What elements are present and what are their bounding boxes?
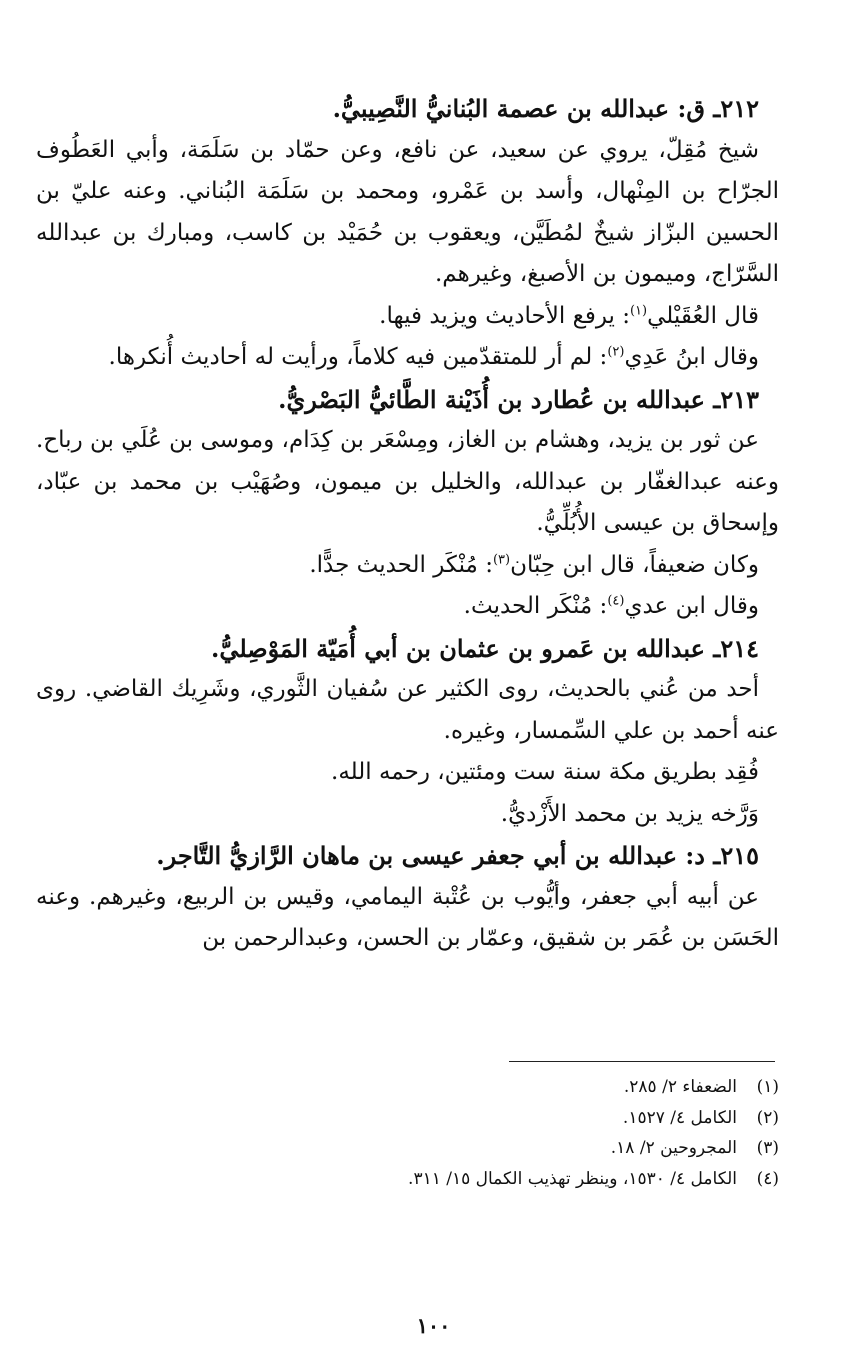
entry-paragraph: شيخ مُقِلّ، يروي عن سعيد، عن نافع، وعن حمّاد بن سَلَمَة، وأبي العَطُوف الجرّاح بن المِنْهال، وأسد بن عَمْرو، ومحمد بن سَلَمَة البُناني. وعنه عليّ بن الحسين البزّاز شيخٌ لمُطَيَّن، ويعقوب بن حُمَيْد بن كاسب، ومبارك بن عبدالله السَّرّاج، وميمون بن الأصبغ، وغيرهم. <box>36 136 780 287</box>
footnote-text: الكامل ٤/ ١٥٣٠، وينظر تهذيب الكمال ١٥/ ٣١١. <box>408 1168 737 1189</box>
footnote-ref[interactable]: (٣) <box>492 551 511 567</box>
footnotes <box>300 1072 779 1194</box>
page-number: ١٠٠ <box>416 1313 451 1338</box>
footnote-text: الضعفاء ٢/ ٢٨٥. <box>623 1077 737 1097</box>
entry-paragraph: فُقِد بطريق مكة سنة ست ومئتين، رحمه الله. <box>331 759 759 785</box>
entry-heading: ٢١٤ـ عبدالله بن عَمرو بن عثمان بن أبي أُمَيّة المَوْصِليُّ. <box>210 633 759 663</box>
footnote-number: (٤) <box>756 1168 779 1189</box>
footnote <box>300 1072 779 1103</box>
entry-paragraph: وقال ابنُ عَدِي$^{(٢)}$: لم أر للمتقدّمين فيه كلاماً، ورأيت له أحاديث أُنكرها. <box>108 344 759 370</box>
entry-paragraph: وكان ضعيفاً، قال ابن حِبّان$^{(٣)}$: مُنْكَر الحديث جدًّا. <box>309 551 759 578</box>
footnote-number: (٣) <box>756 1138 779 1158</box>
footnote-number: (٢) <box>756 1107 779 1128</box>
main-text <box>36 88 779 960</box>
footnote-ref[interactable]: (٤) <box>607 593 625 609</box>
footnote-text: الكامل ٤/ ١٥٢٧. <box>622 1107 737 1128</box>
footnote-number: (١) <box>756 1077 779 1097</box>
footnote <box>300 1103 779 1134</box>
entry-paragraph: عن ثور بن يزيد، وهشام بن الغاز، ومِسْعَر بن كِدَام، وموسى بن عُلَي بن رباح. وعنه عبدالغفّار بن عبدالله، والخليل بن ميمون، وصُهَيْب بن محمد بن عبّاد، وإسحاق بن عيسى الأُبُلِّيُّ. <box>36 427 779 536</box>
entry-heading: ٢١٥ـ د: عبدالله بن أبي جعفر عيسى بن ماهان الرَّازيُّ التَّاجر. <box>156 841 759 870</box>
footnote-ref[interactable]: (١) <box>629 302 648 318</box>
footnote <box>300 1164 779 1195</box>
footnote-divider <box>509 1061 775 1062</box>
entry-heading: ٢١٣ـ عبدالله بن عُطارد بن أُذَيْنة الطَّائيُّ البَصْريُّ. <box>278 384 759 414</box>
entry-paragraph: وقال ابن عدي$^{(٤)}$: مُنْكَر الحديث. <box>463 593 759 619</box>
entry-paragraph: وَرَّخه يزيد بن محمد الأَزْديُّ. <box>500 800 759 827</box>
entry-paragraph: أحد من عُني بالحديث، روى الكثير عن سُفيان الثَّوري، وشَرِيك القاضي. روى عنه أحمد بن علي السِّمسار، وغيره. <box>36 676 779 744</box>
entry-paragraph: قال العُقَيْلي$^{(١)}$: يرفع الأحاديث ويزيد فيها. <box>379 302 759 329</box>
footnote-ref[interactable]: (٢) <box>607 344 625 360</box>
footnote-text: المجروحين ٢/ ١٨. <box>610 1138 737 1158</box>
footnote <box>300 1133 779 1164</box>
entry-heading: ٢١٢ـ ق: عبدالله بن عصمة البُنانيُّ النَّصِيبيُّ. <box>332 94 759 123</box>
entry-paragraph: عن أبيه أبي جعفر، وأيُّوب بن عُتْبة اليمامي، وقيس بن الربيع، وغيرهم. وعنه الحَسَن بن عُمَر بن شقيق، وعمّار بن الحسن، وعبدالرحمن بن <box>36 883 779 951</box>
